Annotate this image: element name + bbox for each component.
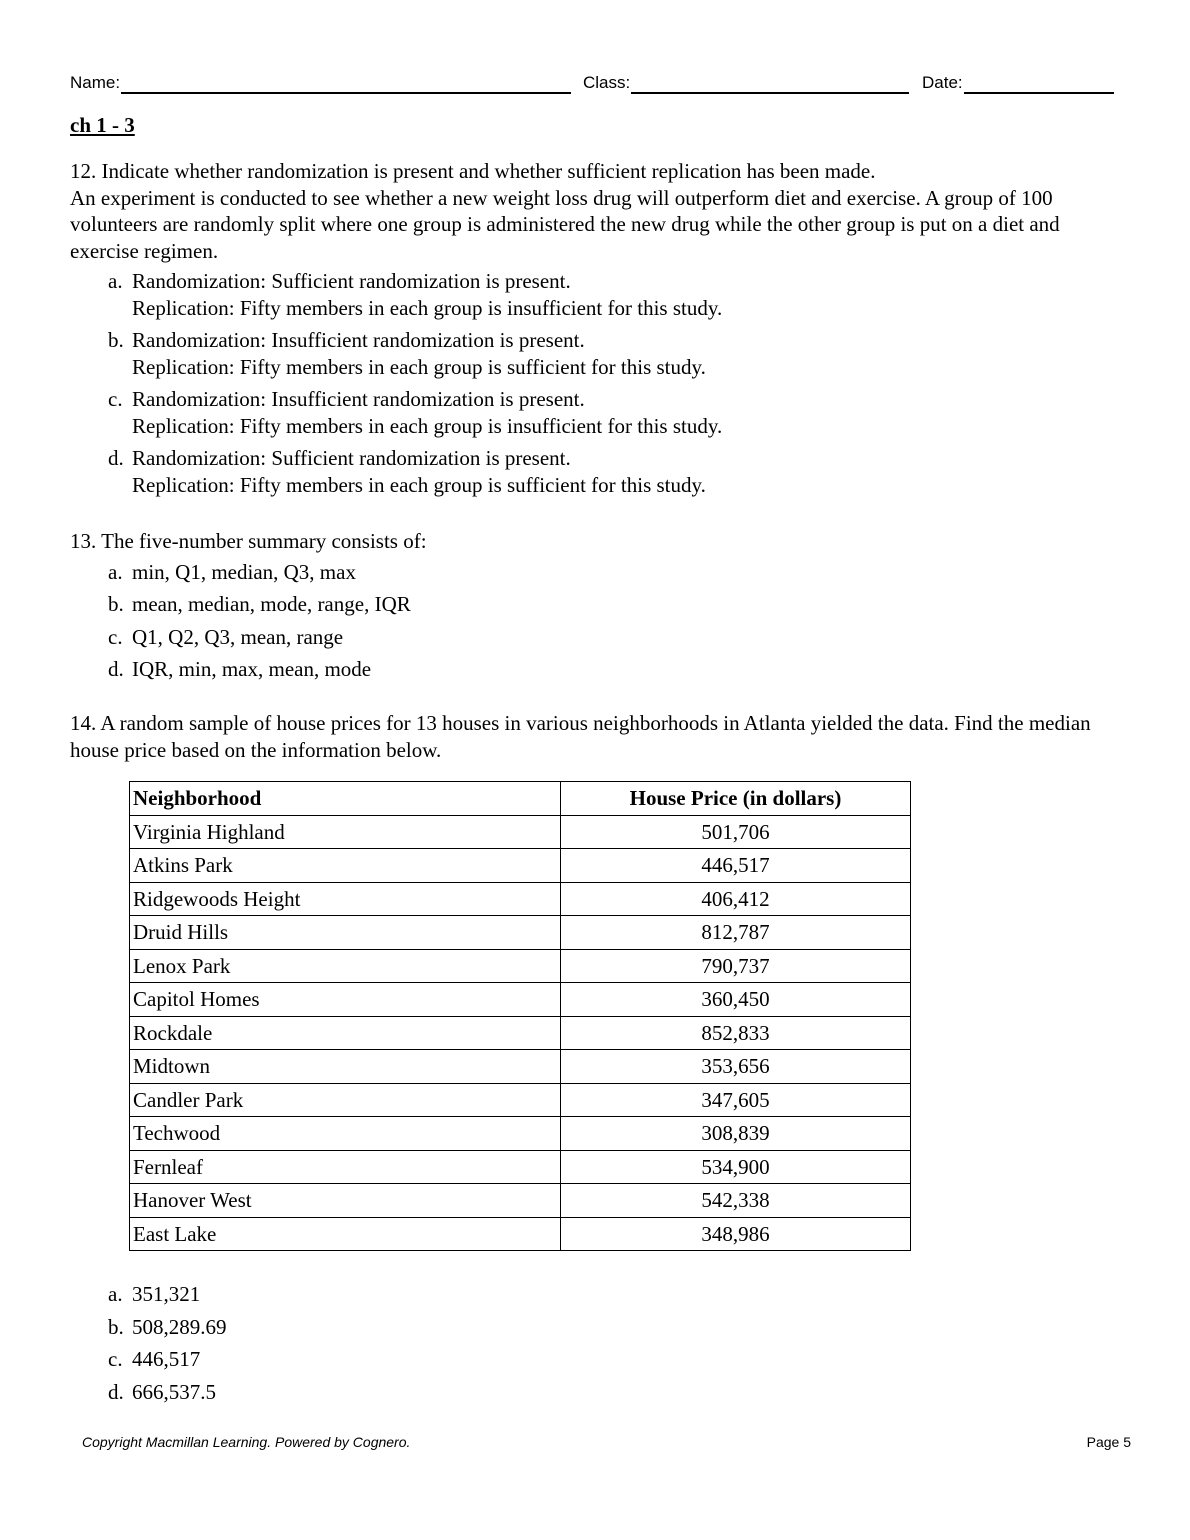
house-price-table <box>129 781 911 1251</box>
answer-option-b[interactable] <box>70 1314 1120 1341</box>
answer-option-a[interactable] <box>70 559 1120 586</box>
question-stem: The five-number summary consists of: <box>101 529 427 553</box>
column-header-house-price: House Price (in dollars) <box>561 782 911 816</box>
option-replication: Replication: Fifty members in each group is insufficient for this study. <box>132 295 723 320</box>
answer-option-d[interactable] <box>70 1379 1120 1406</box>
table-row <box>130 1016 911 1050</box>
price-cell: 852,833 <box>561 1016 911 1050</box>
answer-option-d[interactable] <box>70 445 1120 498</box>
copyright-notice: Copyright Macmillan Learning. Powered by Cognero. <box>82 1434 411 1450</box>
table-row <box>130 1117 911 1151</box>
option-letter: a. <box>108 1282 123 1306</box>
date-blank-line[interactable] <box>964 70 1114 94</box>
option-text: mean, median, mode, range, IQR <box>132 592 411 616</box>
option-text: 446,517 <box>132 1347 201 1371</box>
neighborhood-cell: Rockdale <box>130 1016 561 1050</box>
table-row <box>130 849 911 883</box>
option-letter: d. <box>108 446 124 470</box>
name-field[interactable] <box>70 70 571 94</box>
question-stem: A random sample of house prices for 13 houses in various neighborhoods in Atlanta yielded the data. Find the median house price based on the information below. <box>70 711 1091 762</box>
neighborhood-cell: Midtown <box>130 1050 561 1084</box>
option-replication: Replication: Fifty members in each group is sufficient for this study. <box>132 472 706 497</box>
column-header-neighborhood: Neighborhood <box>130 782 561 816</box>
neighborhood-cell: Ridgewoods Height <box>130 882 561 916</box>
table-row <box>130 1150 911 1184</box>
table-row <box>130 1050 911 1084</box>
neighborhood-cell: Atkins Park <box>130 849 561 883</box>
price-cell: 501,706 <box>561 815 911 849</box>
table-row <box>130 983 911 1017</box>
neighborhood-cell: Hanover West <box>130 1184 561 1218</box>
option-letter: c. <box>108 1347 123 1371</box>
answer-option-c[interactable] <box>70 386 1120 439</box>
option-letter: a. <box>108 269 123 293</box>
date-field[interactable] <box>922 70 1114 94</box>
neighborhood-cell: Druid Hills <box>130 916 561 950</box>
price-cell: 360,450 <box>561 983 911 1017</box>
table-row <box>130 1217 911 1251</box>
page-number: Page 5 <box>1086 1434 1131 1450</box>
option-text: 508,289.69 <box>132 1314 227 1339</box>
table-row <box>130 815 911 849</box>
option-letter: b. <box>108 1314 124 1339</box>
option-letter: d. <box>108 657 124 681</box>
table-row <box>130 949 911 983</box>
price-cell: 348,986 <box>561 1217 911 1251</box>
option-randomization: Randomization: Insufficient randomization is present. <box>132 387 585 411</box>
name-blank-line[interactable] <box>121 70 571 94</box>
question-13-prompt <box>70 528 1120 555</box>
answer-option-a[interactable] <box>70 1281 1120 1308</box>
class-field[interactable] <box>583 70 909 94</box>
section-title: ch 1 - 3 <box>70 113 135 137</box>
neighborhood-cell: Fernleaf <box>130 1150 561 1184</box>
worksheet-header <box>70 70 1120 94</box>
price-cell: 353,656 <box>561 1050 911 1084</box>
option-letter: c. <box>108 387 123 411</box>
question-13-options <box>70 559 1120 683</box>
price-cell: 542,338 <box>561 1184 911 1218</box>
option-text: min, Q1, median, Q3, max <box>132 559 356 584</box>
price-cell: 812,787 <box>561 916 911 950</box>
question-12-prompt <box>70 158 1120 185</box>
option-letter: a. <box>108 559 123 584</box>
option-text: IQR, min, max, mean, mode <box>132 657 372 681</box>
price-cell: 406,412 <box>561 882 911 916</box>
option-letter: d. <box>108 1379 124 1404</box>
class-label: Class: <box>583 73 631 92</box>
neighborhood-cell: Candler Park <box>130 1083 561 1117</box>
price-cell: 534,900 <box>561 1150 911 1184</box>
question-14-options <box>70 1281 1120 1405</box>
option-letter: b. <box>108 592 124 616</box>
option-text: 351,321 <box>132 1282 201 1306</box>
table-header-row <box>130 782 911 816</box>
question-13 <box>70 528 1120 683</box>
neighborhood-cell: East Lake <box>130 1217 561 1251</box>
option-randomization: Randomization: Insufficient randomization is present. <box>132 328 585 352</box>
question-number: 14. <box>70 711 97 735</box>
answer-option-b[interactable] <box>70 327 1120 380</box>
option-letter: c. <box>108 624 123 649</box>
table-row <box>130 1083 911 1117</box>
answer-option-b[interactable] <box>70 591 1120 618</box>
price-cell: 308,839 <box>561 1117 911 1151</box>
price-cell: 347,605 <box>561 1083 911 1117</box>
neighborhood-cell: Lenox Park <box>130 949 561 983</box>
question-12-scenario: An experiment is conducted to see whether a new weight loss drug will outperform diet and exercise. A group of 100 volunteers are randomly split where one group is administered the new drug while the other group is put on a diet and exercise regimen. <box>70 185 1060 263</box>
question-number: 12. <box>70 159 97 183</box>
answer-option-c[interactable] <box>70 1346 1120 1373</box>
neighborhood-cell: Techwood <box>130 1117 561 1151</box>
option-text: 666,537.5 <box>132 1379 216 1404</box>
neighborhood-cell: Virginia Highland <box>130 815 561 849</box>
class-blank-line[interactable] <box>631 70 909 94</box>
date-label: Date: <box>922 73 963 92</box>
question-14-prompt <box>70 710 1120 763</box>
question-14 <box>70 710 1120 763</box>
option-letter: b. <box>108 328 124 352</box>
price-cell: 446,517 <box>561 849 911 883</box>
neighborhood-cell: Capitol Homes <box>130 983 561 1017</box>
question-12-options <box>70 268 1120 498</box>
table-row <box>130 916 911 950</box>
table-row <box>130 1184 911 1218</box>
table-row <box>130 882 911 916</box>
answer-option-d[interactable] <box>70 656 1120 683</box>
option-replication: Replication: Fifty members in each group is sufficient for this study. <box>132 354 706 379</box>
option-text: Q1, Q2, Q3, mean, range <box>132 624 344 649</box>
question-12 <box>70 158 1120 498</box>
option-replication: Replication: Fifty members in each group is insufficient for this study. <box>132 413 723 438</box>
answer-option-a[interactable] <box>70 268 1120 321</box>
option-randomization: Randomization: Sufficient randomization is present. <box>132 269 571 293</box>
question-stem: Indicate whether randomization is present and whether sufficient replication has been made. <box>101 159 876 183</box>
question-number: 13. <box>70 529 97 553</box>
answer-option-c[interactable] <box>70 624 1120 651</box>
option-randomization: Randomization: Sufficient randomization is present. <box>132 446 571 470</box>
price-cell: 790,737 <box>561 949 911 983</box>
name-label: Name: <box>70 73 121 92</box>
